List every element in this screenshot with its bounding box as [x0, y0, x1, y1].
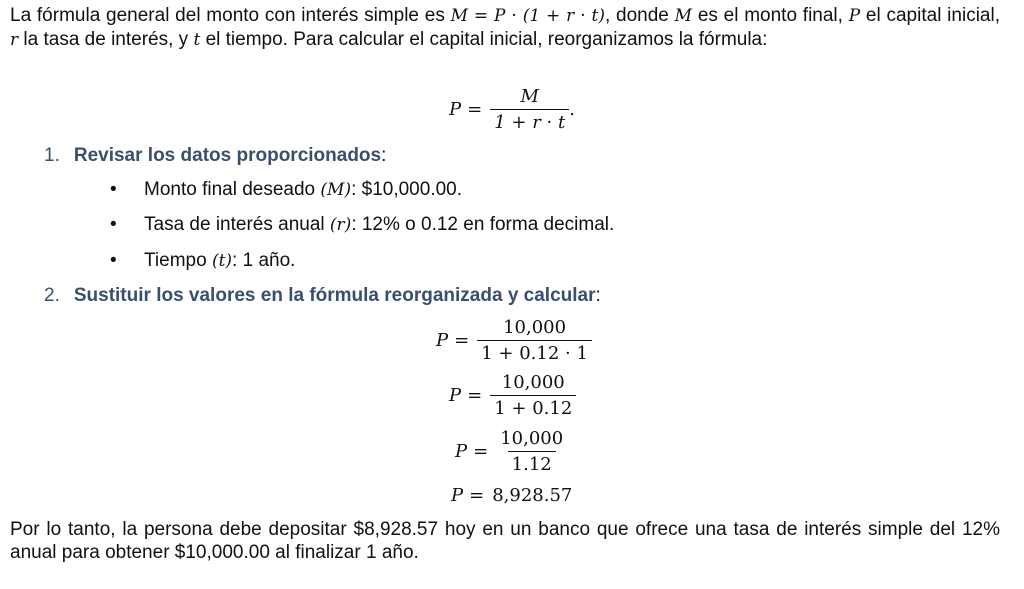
var-r: r [10, 30, 19, 50]
list-item-text [144, 178, 462, 202]
intro-text: , donde [604, 5, 675, 26]
fraction-denominator: 1 + r · t [490, 109, 569, 133]
fraction-denominator: 1 + 0.12 · 1 [477, 340, 592, 364]
intro-text: el capital inicial, [860, 5, 1000, 26]
intro-paragraph [10, 4, 1000, 52]
formula-lhs: P [449, 99, 462, 120]
list-item-variable: (M) [320, 180, 352, 200]
fraction [477, 317, 592, 364]
bullet-icon: • [110, 179, 117, 200]
conclusion-paragraph: Por lo tanto, la persona debe depositar $8,928.57 hoy en un banco que ofrece una tasa de interés simple del 12% anual para obtener $10,000.00 al finalizar 1 año. [10, 519, 1000, 563]
fraction-numerator: 10,000 [503, 317, 567, 338]
list-item-label: Monto final deseado [144, 179, 321, 200]
fraction-numerator: M [520, 86, 539, 107]
list-item-value: : 1 año. [232, 250, 296, 271]
equals-sign: = [467, 99, 483, 120]
step-title: Sustituir los valores en la fórmula reorganizada y calcular [73, 285, 596, 306]
intro-text: la tasa de interés, y [18, 29, 194, 50]
calc-step-3 [455, 428, 567, 475]
fraction-numerator: 10,000 [500, 428, 564, 449]
intro-text: es el monto final, [692, 5, 849, 26]
step-number: 2. [44, 285, 60, 306]
bullet-icon: • [110, 250, 117, 271]
list-item-label: Tiempo [144, 250, 212, 271]
formula-lhs: P [451, 485, 464, 506]
fraction [490, 372, 576, 419]
step-colon: : [595, 285, 601, 306]
intro-text: La fórmula general del monto con interés simple es [10, 5, 451, 26]
fraction [496, 428, 567, 475]
list-item-value: : $10,000.00. [351, 179, 463, 200]
list-item-text [144, 249, 295, 273]
result-value: 8,928.57 [492, 485, 573, 506]
formula-lhs: P [455, 441, 468, 462]
calc-step-2 [449, 372, 576, 419]
calc-step-1 [436, 317, 592, 364]
step-1-heading [44, 144, 386, 168]
list-item-value: : 12% o 0.12 en forma decimal. [351, 214, 615, 235]
equals-sign: = [467, 385, 483, 406]
step-2-heading [44, 284, 601, 308]
equals-sign: = [454, 330, 470, 351]
fraction-numerator: 10,000 [501, 372, 565, 393]
list-item-text [144, 213, 614, 237]
bullet-icon: • [110, 214, 117, 235]
step-colon: : [381, 145, 387, 166]
intro-formula: M = P · (1 + r · t) [450, 6, 605, 26]
formula-lhs: P [449, 385, 462, 406]
fraction [490, 86, 569, 133]
var-p: P [848, 6, 861, 26]
fraction-denominator: 1 + 0.12 [490, 395, 576, 419]
list-item-variable: (r) [329, 215, 352, 235]
fraction-denominator: 1.12 [508, 451, 556, 475]
var-m: M [674, 6, 693, 26]
intro-text: el tiempo. Para calcular el capital inicial, reorganizamos la fórmula: [200, 29, 768, 50]
calc-result [451, 485, 572, 506]
formula-period: . [569, 99, 575, 120]
equals-sign: = [473, 441, 489, 462]
main-formula [449, 86, 575, 133]
formula-lhs: P [436, 330, 449, 351]
list-item-label: Tasa de interés anual [144, 214, 330, 235]
step-number: 1. [44, 145, 60, 166]
step-title: Revisar los datos proporcionados [73, 145, 382, 166]
var-t: t [193, 30, 201, 50]
equals-sign: = [469, 485, 485, 506]
list-item-variable: (t) [211, 251, 233, 271]
